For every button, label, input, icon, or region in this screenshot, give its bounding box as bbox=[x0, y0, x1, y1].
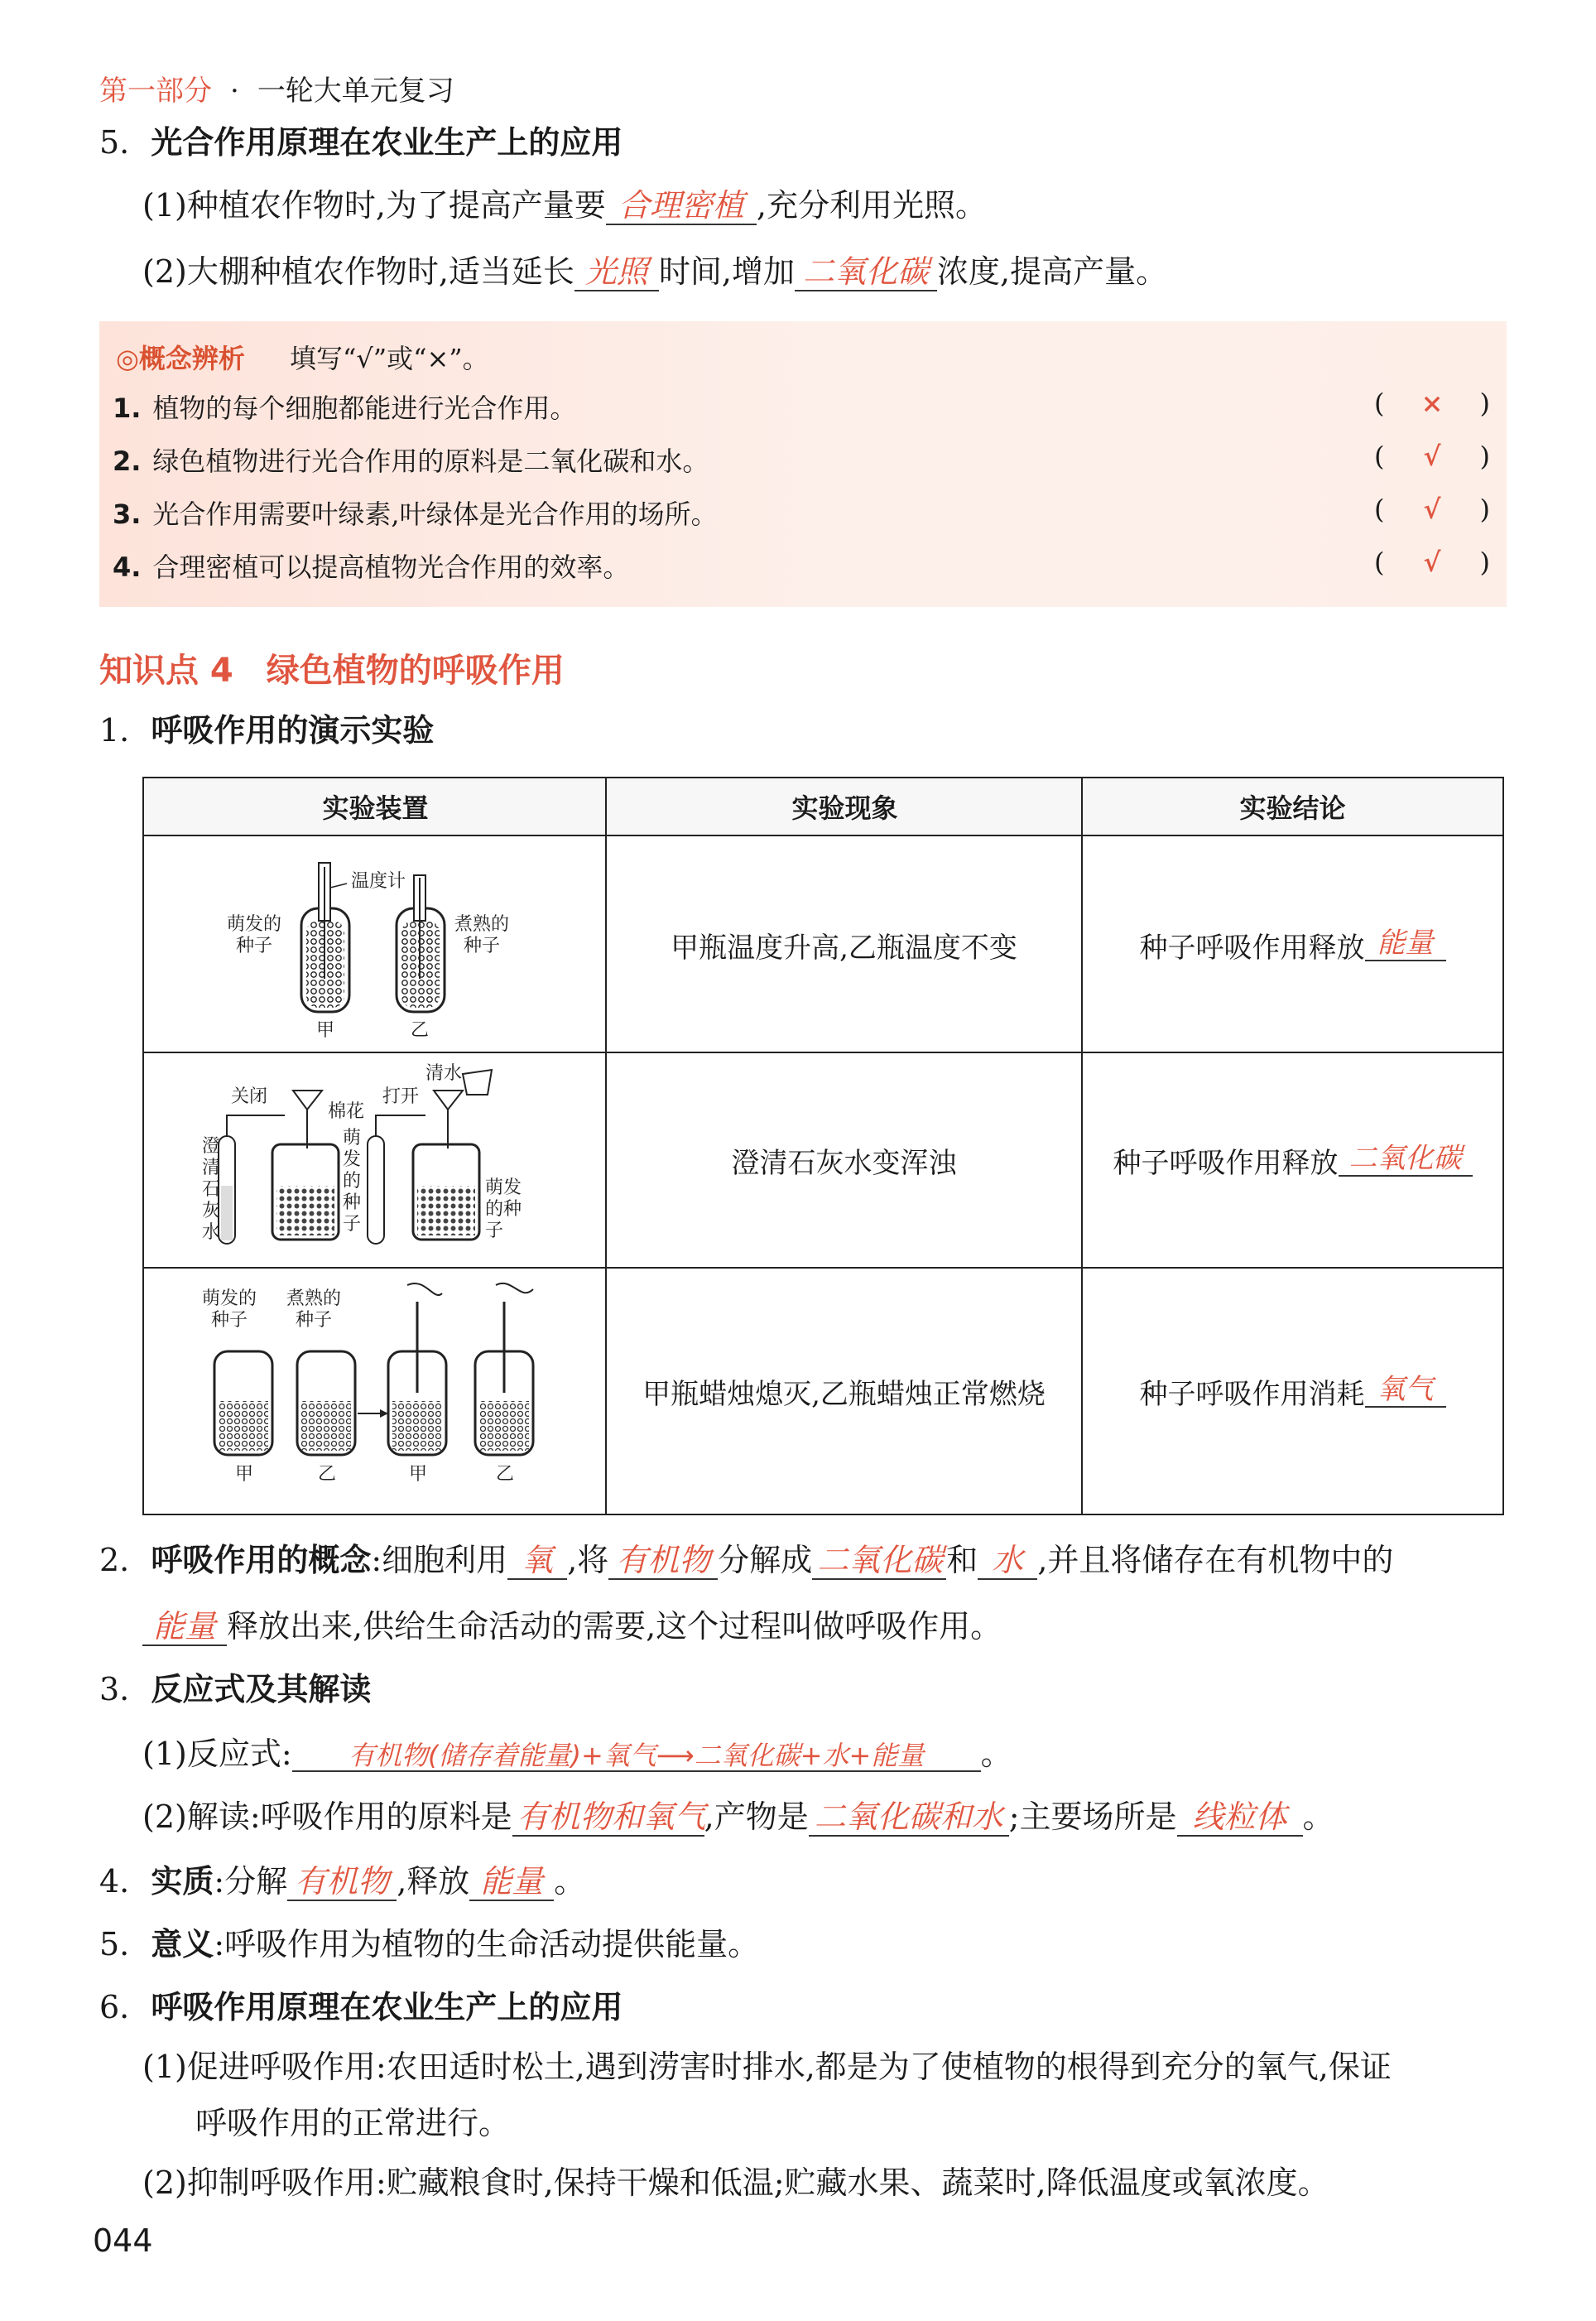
s3-text: (1)反应式: bbox=[142, 1736, 292, 1772]
experiment-table bbox=[142, 777, 1504, 1515]
knowledge-point-title: 知识点 4 绿色植物的呼吸作用 bbox=[99, 652, 565, 690]
table-header: 实验现象 bbox=[607, 778, 1083, 836]
answer-mark: √ bbox=[1423, 441, 1441, 472]
conclusion-text: 种子呼吸作用释放 bbox=[1113, 1146, 1339, 1180]
open-label: 打开 bbox=[382, 1086, 420, 1107]
water-label: 清水 bbox=[425, 1063, 463, 1084]
boiled-seeds-label: 煮熟的 种子 bbox=[454, 914, 510, 956]
answer-blank: 线粒体 bbox=[1177, 1800, 1303, 1837]
s4-title: 实质 bbox=[151, 1863, 214, 1900]
item-num: 1. bbox=[113, 392, 142, 424]
item-text: 浓度,提高产量。 bbox=[937, 253, 1168, 290]
table-header: 实验装置 bbox=[144, 778, 607, 836]
section5-heading bbox=[99, 123, 623, 162]
header-title: 一轮大单元复习 bbox=[257, 75, 454, 108]
phenomenon-cell: 甲瓶蜡烛熄灭,乙瓶蜡烛正常燃烧 bbox=[642, 1377, 1046, 1411]
bottle-jia-label: 甲 bbox=[409, 1464, 428, 1485]
s1-heading bbox=[99, 710, 434, 750]
concept-item bbox=[113, 388, 576, 426]
concept-title: ◎概念辨析 bbox=[116, 343, 245, 374]
section5-item1 bbox=[142, 185, 987, 225]
s5-num: 5. bbox=[99, 1926, 130, 1962]
s3-text: (2)解读:呼吸作用的原料是 bbox=[142, 1799, 512, 1835]
part-label: 第一部分 bbox=[99, 75, 212, 108]
bottle-yi-label: 乙 bbox=[496, 1464, 515, 1485]
answer-blank: 合理密植 bbox=[606, 189, 757, 225]
s2-text: ,将 bbox=[567, 1542, 609, 1578]
item-num: 2. bbox=[113, 445, 142, 477]
conclusion-cell bbox=[1083, 1269, 1502, 1514]
s6-title: 呼吸作用原理在农业生产上的应用 bbox=[151, 1989, 623, 2025]
conclusion-text: 种子呼吸作用消耗 bbox=[1139, 1377, 1365, 1411]
answer-bracket: ( √ ) bbox=[1374, 494, 1490, 525]
answer-blank: 二氧化碳和水 bbox=[809, 1800, 1009, 1837]
answer-blank: 氧气 bbox=[1365, 1375, 1446, 1407]
item-text: 植物的每个细胞都能进行光合作用。 bbox=[152, 392, 577, 424]
table-header: 实验结论 bbox=[1083, 778, 1502, 836]
s5-line bbox=[99, 1924, 759, 1964]
answer-blank: 有机物 bbox=[608, 1543, 718, 1580]
concept-instruction: 填写“√”或“×”。 bbox=[290, 343, 489, 374]
s1-title: 呼吸作用的演示实验 bbox=[151, 712, 435, 749]
s6-para1-cont: 呼吸作用的正常进行。 bbox=[195, 2105, 511, 2141]
germinating-seeds-label: 萌发的 种子 bbox=[202, 1288, 257, 1331]
conclusion-cell bbox=[1083, 1053, 1502, 1267]
s3-heading bbox=[99, 1669, 371, 1709]
s2-text: 分解成 bbox=[718, 1542, 813, 1578]
thermometer-label: 温度计 bbox=[351, 871, 406, 892]
item-text: 时间,增加 bbox=[658, 253, 796, 290]
s2-text: 释放出来,供给生命活动的需要,这个过程叫做呼吸作用。 bbox=[227, 1608, 1002, 1644]
item-text: (1)种植农作物时,为了提高产量要 bbox=[142, 187, 606, 224]
section5-item2 bbox=[142, 252, 1167, 291]
answer-blank: 氧 bbox=[507, 1543, 567, 1580]
s2-title: 呼吸作用的概念 bbox=[151, 1542, 372, 1578]
s5-text: :呼吸作用为植物的生命活动提供能量。 bbox=[214, 1926, 760, 1962]
s6-num: 6. bbox=[99, 1989, 130, 2025]
s2-text: 和 bbox=[946, 1542, 978, 1578]
boiled-seeds-label: 煮熟的 种子 bbox=[286, 1288, 342, 1331]
s4-text: 。 bbox=[554, 1863, 586, 1900]
seeds-label-right: 萌发 的种 子 bbox=[485, 1177, 522, 1241]
s4-num: 4. bbox=[99, 1863, 130, 1900]
s4-text: ,释放 bbox=[397, 1863, 470, 1900]
thermometer-apparatus-figure bbox=[144, 838, 605, 1052]
s3-text: 。 bbox=[980, 1736, 1012, 1772]
s1-num: 1. bbox=[99, 712, 130, 749]
answer-blank: 能量 bbox=[1365, 928, 1446, 961]
answer-blank: 有机物和氧气 bbox=[512, 1800, 704, 1837]
item-text: 绿色植物进行光合作用的原料是二氧化碳和水。 bbox=[152, 445, 709, 477]
answer-mark: × bbox=[1421, 388, 1444, 419]
section5-num: 5. bbox=[99, 124, 130, 161]
apparatus-thermometer bbox=[144, 838, 605, 1052]
answer-mark: √ bbox=[1423, 547, 1441, 578]
concept-item bbox=[113, 441, 709, 479]
item-num: 4. bbox=[113, 551, 142, 583]
page-header bbox=[99, 68, 454, 108]
answer-blank: 二氧化碳 bbox=[1339, 1144, 1473, 1176]
item-text: 光合作用需要叶绿素,叶绿体是光合作用的场所。 bbox=[152, 498, 718, 530]
answer-blank: 光照 bbox=[574, 255, 659, 291]
answer-blank: 有机物 bbox=[287, 1865, 397, 1901]
s6-para1: (1)促进呼吸作用:农田适时松土,遇到涝害时排水,都是为了使植物的根得到充分的氧气,保证 bbox=[142, 2049, 1392, 2085]
s6-heading bbox=[99, 1987, 623, 2027]
bottle-jia-label: 甲 bbox=[316, 1020, 335, 1041]
section5-title: 光合作用原理在农业生产上的应用 bbox=[151, 124, 623, 161]
item-num: 3. bbox=[113, 498, 142, 530]
s3-text: ,产物是 bbox=[704, 1799, 809, 1835]
answer-blank: 二氧化碳 bbox=[795, 255, 937, 291]
answer-bracket: ( × ) bbox=[1374, 388, 1490, 419]
closed-label: 关闭 bbox=[231, 1086, 268, 1107]
apparatus-candle bbox=[144, 1269, 605, 1514]
answer-bracket: ( √ ) bbox=[1374, 441, 1490, 472]
s3-title: 反应式及其解读 bbox=[151, 1671, 372, 1707]
answer-bracket: ( √ ) bbox=[1374, 547, 1490, 578]
concept-item bbox=[113, 547, 629, 585]
conclusion-text: 种子呼吸作用释放 bbox=[1139, 931, 1365, 965]
concept-item bbox=[113, 494, 718, 532]
seeds-label-left: 萌 发 的 种 子 bbox=[343, 1128, 362, 1235]
answer-blank: 有机物(储存着能量)+氧气⟶二氧化碳+水+能量 bbox=[292, 1741, 981, 1772]
s2-line1 bbox=[99, 1540, 1393, 1580]
item-text: (2)大棚种植农作物时,适当延长 bbox=[142, 253, 574, 290]
answer-blank: 水 bbox=[978, 1543, 1037, 1580]
item-text: ,充分利用光照。 bbox=[756, 187, 988, 224]
s2-line2 bbox=[142, 1606, 1002, 1646]
answer-blank: 能量 bbox=[142, 1610, 227, 1646]
phenomenon-cell: 澄清石灰水变浑浊 bbox=[731, 1146, 957, 1180]
s4-line bbox=[99, 1861, 585, 1901]
bottle-yi-label: 乙 bbox=[411, 1020, 430, 1041]
s2-num: 2. bbox=[99, 1542, 130, 1578]
item-text: 合理密植可以提高植物光合作用的效率。 bbox=[152, 551, 630, 583]
s3-num: 3. bbox=[99, 1671, 130, 1707]
answer-mark: √ bbox=[1423, 494, 1441, 525]
bottle-yi-label: 乙 bbox=[318, 1464, 337, 1485]
s3-text: ;主要场所是 bbox=[1008, 1799, 1177, 1835]
s3-item1 bbox=[142, 1734, 1012, 1774]
germinating-seeds-label: 萌发的 种子 bbox=[227, 914, 282, 956]
s2-text: :细胞利用 bbox=[371, 1542, 508, 1578]
concept-box bbox=[99, 321, 1507, 607]
s6-para2: (2)抑制呼吸作用:贮藏粮食时,保持干燥和低温;贮藏水果、蔬菜时,降低温度或氧浓度。 bbox=[142, 2165, 1329, 2201]
bottle-jia-label: 甲 bbox=[235, 1464, 254, 1485]
answer-blank: 二氧化碳 bbox=[812, 1543, 946, 1580]
conclusion-cell bbox=[1083, 838, 1502, 1052]
limewater-label: 澄 清 石 灰 水 bbox=[202, 1136, 221, 1243]
s3-text: 。 bbox=[1302, 1799, 1334, 1835]
page-number: 044 bbox=[93, 2222, 153, 2259]
answer-blank: 能量 bbox=[469, 1865, 554, 1901]
cotton-label: 棉花 bbox=[328, 1101, 365, 1122]
s2-text: ,并且将储存在有机物中的 bbox=[1037, 1542, 1394, 1578]
apparatus-limewater bbox=[144, 1053, 605, 1267]
s4-text: :分解 bbox=[214, 1863, 288, 1900]
s5-title: 意义 bbox=[151, 1926, 214, 1962]
header-separator: · bbox=[230, 75, 239, 108]
s3-item2 bbox=[142, 1797, 1334, 1837]
phenomenon-cell: 甲瓶温度升高,乙瓶温度不变 bbox=[671, 931, 1017, 965]
